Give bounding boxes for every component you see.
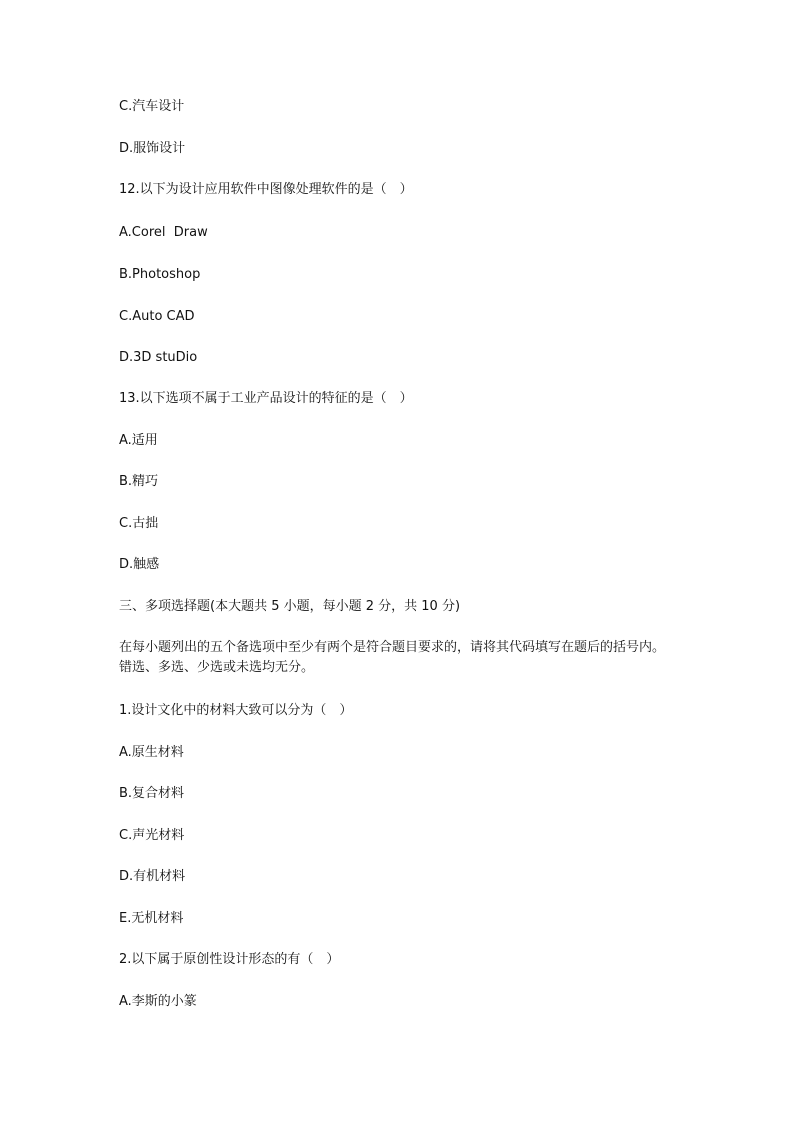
option-12-d: D.3D stuDio xyxy=(119,350,198,365)
option-13-a: A.适用 xyxy=(119,433,158,448)
option-12-a: A.Corel Draw xyxy=(119,225,208,240)
option-12-b: B.Photoshop xyxy=(119,267,201,282)
option-12-c: C.Auto CAD xyxy=(119,309,195,324)
option-m1-b: B.复合材料 xyxy=(119,786,185,801)
option-m1-d: D.有机材料 xyxy=(119,869,186,884)
section-instructions: 在每小题列出的五个备选项中至少有两个是符合题目要求的，请将其代码填写在题后的括号内。错选、多选、少选或未选均无分。 xyxy=(119,640,666,675)
multi-question-1: 1.设计文化中的材料大致可以分为（ ） xyxy=(119,703,353,718)
option-m1-e: E.无机材料 xyxy=(119,911,184,926)
multi-question-2: 2.以下属于原创性设计形态的有（ ） xyxy=(119,952,340,967)
question-13: 13.以下选项不属于工业产品设计的特征的是（ ） xyxy=(119,391,413,406)
option-m1-c: C.声光材料 xyxy=(119,828,185,843)
option-13-d: D.触感 xyxy=(119,557,160,572)
section-heading: 三、多项选择题(本大题共 5 小题，每小题 2 分，共 10 分) xyxy=(119,599,461,614)
option-13-b: B.精巧 xyxy=(119,474,159,489)
question-12: 12.以下为设计应用软件中图像处理软件的是（ ） xyxy=(119,182,413,197)
option-m1-a: A.原生材料 xyxy=(119,745,184,760)
option-12d-prev: D.服饰设计 xyxy=(119,141,186,156)
option-m2-a: A.李斯的小篆 xyxy=(119,994,197,1009)
option-12c-prev: C.汽车设计 xyxy=(119,99,185,114)
option-13-c: C.古拙 xyxy=(119,516,159,531)
